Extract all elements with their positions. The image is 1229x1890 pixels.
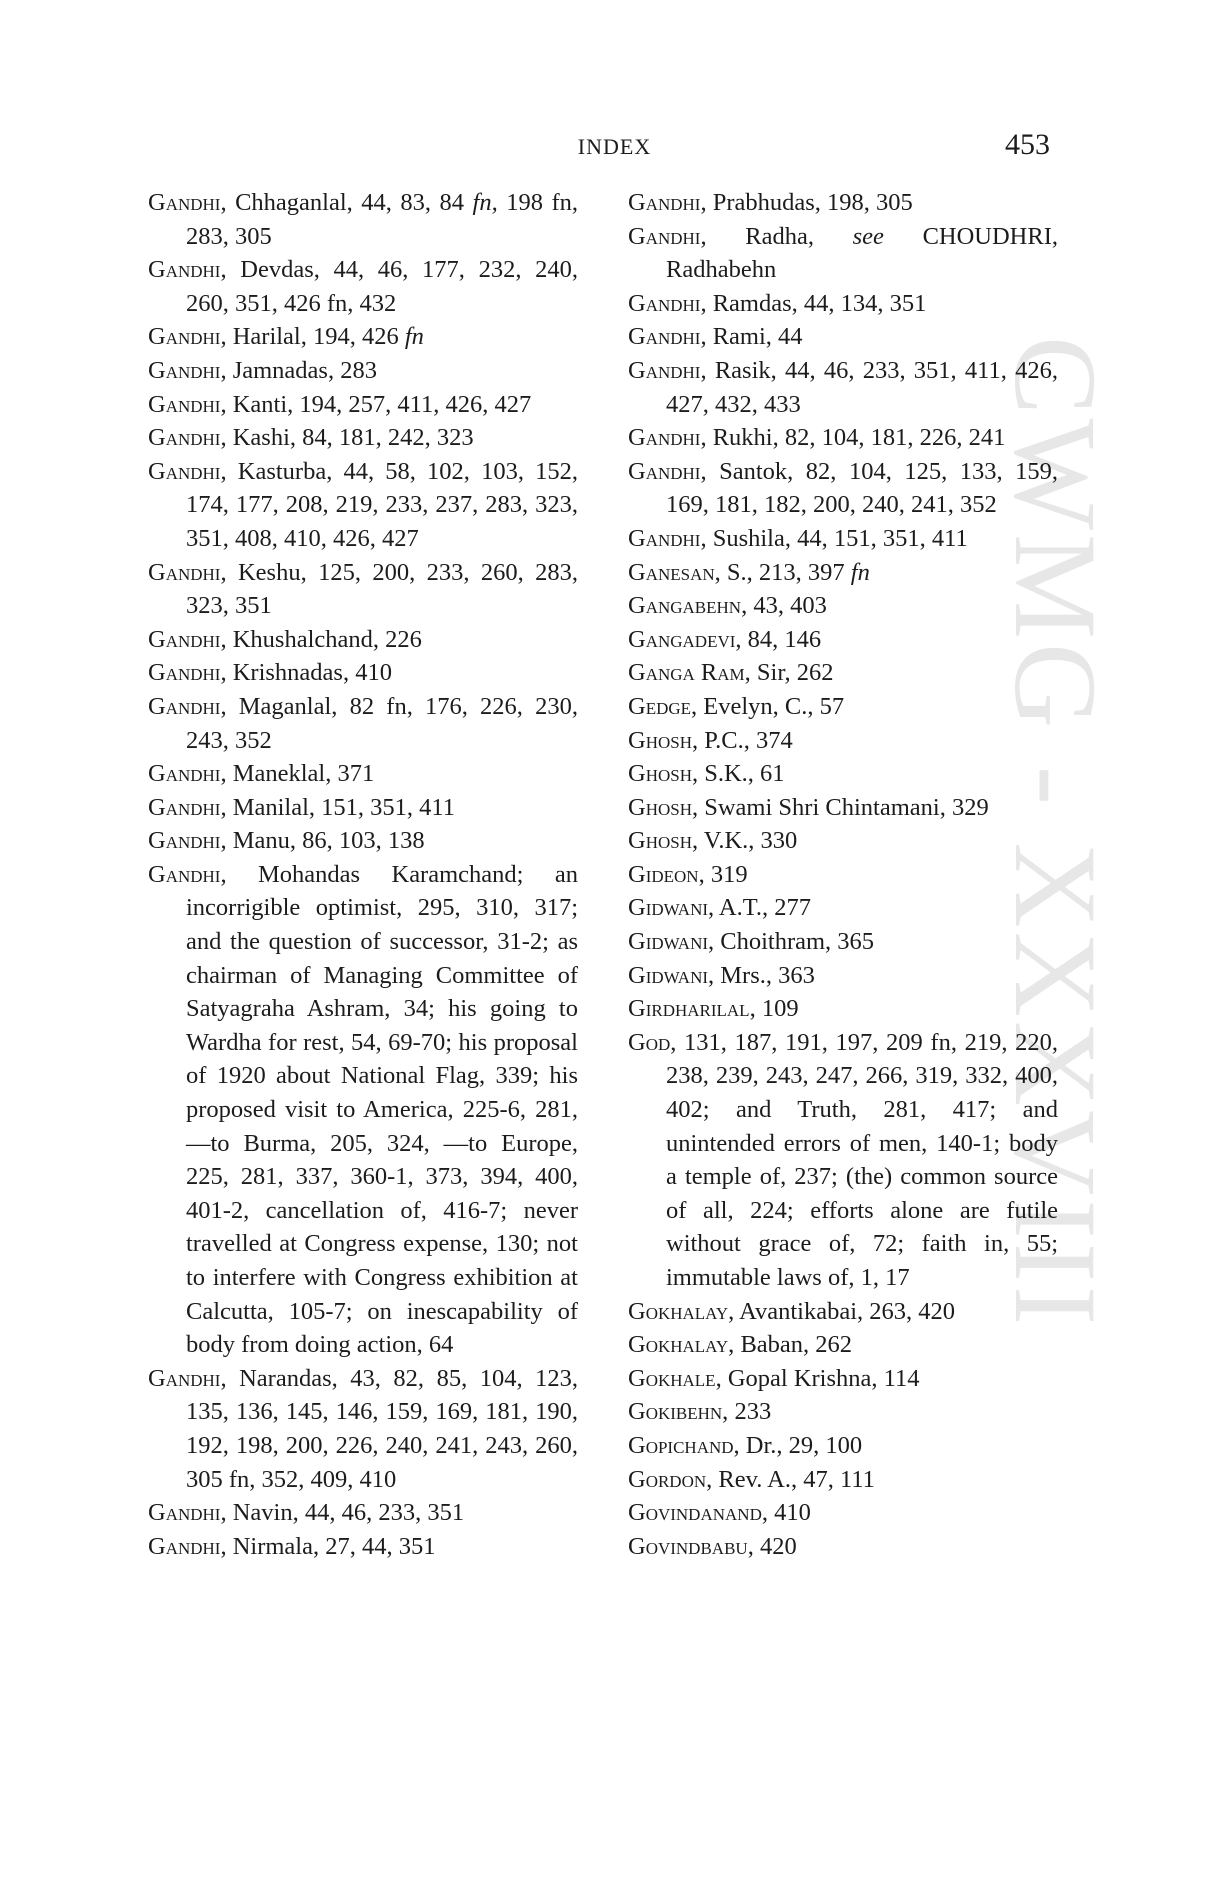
index-entry: [148, 421, 578, 455]
index-entry-text: 109: [755, 995, 799, 1023]
index-entry-text: Rev. A., 47, 111: [712, 1465, 875, 1493]
index-entry: [628, 1530, 1058, 1564]
index-entry-text: 410: [767, 1499, 811, 1527]
index-entry-text: Rasik, 44, 46, 233, 351, 411, 426, 427, 432, 433: [666, 356, 1058, 418]
watermark: CWMG - XXXVIII: [990, 336, 1121, 1330]
index-headword: Gopichand,: [628, 1431, 740, 1459]
index-entry-text: Baban, 262: [734, 1331, 853, 1359]
index-entry-text: Santok, 82, 104, 125, 133, 159, 169, 181, 182, 200, 240, 241, 352: [666, 457, 1058, 519]
index-entry: [628, 186, 1058, 220]
index-entry: [628, 1395, 1058, 1429]
index-entry-text: 131, 187, 191, 197, 209 fn, 219, 220, 238, 239, 243, 247, 266, 319, 332, 400, 402; and Truth, 281, 417; and unintended errors of men, 140-1; body a temple of, 237; (the) common source of all, 224; efforts alone are futile without grace of, 72; faith in, 55; immutable laws of, 1, 17: [666, 1028, 1058, 1291]
index-entry: [148, 320, 578, 354]
index-headword: Gandhi,: [628, 457, 707, 485]
index-entry: [628, 959, 1058, 993]
index-entry: [628, 556, 1058, 590]
index-headword: Gidwani,: [628, 928, 715, 956]
index-entry: [628, 1295, 1058, 1329]
index-headword: Gideon,: [628, 860, 705, 888]
index-headword: Gangadevi,: [628, 625, 742, 653]
index-entry-text: Nirmala, 27, 44, 351: [226, 1532, 436, 1560]
index-headword: Gokhale,: [628, 1364, 722, 1392]
index-entry: [148, 656, 578, 690]
index-headword: Gokhalay,: [628, 1297, 735, 1325]
index-headword: Girdharilal,: [628, 995, 756, 1023]
index-headword: Gandhi,: [628, 289, 707, 317]
index-headword: Gandhi,: [148, 457, 227, 485]
index-entry-text: Manu, 86, 103, 138: [226, 827, 425, 855]
index-entry: [628, 354, 1058, 421]
index-entry-text: 233: [728, 1398, 772, 1426]
index-entry: [148, 186, 578, 253]
index-entry-text: P.C., 374: [698, 726, 793, 754]
index-entry-text: Chhaganlal, 44, 83, 84: [226, 189, 473, 216]
index-entry: [148, 791, 578, 825]
index-headword: Gandhi,: [148, 692, 227, 720]
index-headword: Gandhi,: [148, 256, 227, 284]
index-headword: Gokibehn,: [628, 1398, 729, 1426]
index-entry-text: Swami Shri Chintamani, 329: [698, 793, 989, 821]
index-column-left: [148, 186, 578, 1563]
index-entry: [628, 220, 1058, 287]
index-entry-tail: CHOUDHRI, Radhabehn: [666, 222, 1059, 284]
running-head: INDEX: [577, 134, 652, 159]
index-entry: [628, 1496, 1058, 1530]
index-entry-text: Ramdas, 44, 134, 351: [706, 289, 927, 317]
index-entry: [148, 388, 578, 422]
index-entry: [148, 1496, 578, 1530]
index-entry-text: Prabhudas, 198, 305: [706, 189, 913, 216]
index-entry: [628, 1463, 1058, 1497]
index-entry-text: Harilal, 194, 426: [226, 323, 405, 351]
index-entry-tail: 198 fn, 283, 305: [186, 189, 578, 250]
index-headword: Gidwani,: [628, 961, 715, 989]
index-headword: Gandhi,: [148, 189, 227, 216]
index-headword: Ghosh,: [628, 827, 699, 855]
index-entry-text: Evelyn, C., 57: [697, 692, 845, 720]
index-entry-text: Dr., 29, 100: [739, 1431, 863, 1459]
index-headword: Govindbabu,: [628, 1532, 754, 1560]
index-entry-text: Sushila, 44, 151, 351, 411: [706, 524, 968, 552]
index-entry: [148, 858, 578, 1362]
index-entry: [628, 522, 1058, 556]
index-entry-text: Avantikabai, 263, 420: [734, 1297, 956, 1325]
index-entry: [628, 320, 1058, 354]
index-entry-text: Narandas, 43, 82, 85, 104, 123, 135, 136, 145, 146, 159, 169, 181, 190, 192, 198, 200, 226, 240, 241, 243, 260, 305 fn, 352, 409, 410: [186, 1364, 578, 1493]
index-headword: Gandhi,: [148, 356, 227, 384]
index-entry: [148, 690, 578, 757]
index-entry-text: Khushalchand, 226: [226, 625, 422, 653]
index-entry-text: Radha,: [706, 222, 853, 250]
index-headword: Gandhi,: [148, 558, 227, 586]
index-headword: Gangabehn,: [628, 592, 748, 620]
index-entry-text: Kasturba, 44, 58, 102, 103, 152, 174, 177, 208, 219, 233, 237, 283, 323, 351, 408, 410, 426, 427: [186, 457, 578, 552]
index-entry-text: Mrs., 363: [714, 961, 815, 989]
index-headword: Gidwani,: [628, 894, 715, 922]
index-entry-text: V.K., 330: [698, 827, 798, 855]
index-headword: Ganga Ram,: [628, 659, 751, 687]
index-headword: Gandhi,: [148, 760, 227, 788]
index-headword: Gandhi,: [148, 793, 227, 821]
index-headword: Gandhi,: [148, 625, 227, 653]
index-entry: [628, 589, 1058, 623]
index-entry-italic: see: [852, 222, 884, 250]
index-headword: Gandhi,: [628, 222, 707, 250]
index-headword: Gandhi,: [148, 1364, 227, 1392]
index-entry: [628, 690, 1058, 724]
index-entry-text: Kashi, 84, 181, 242, 323: [226, 424, 474, 452]
index-entry-italic: fn: [404, 323, 424, 351]
index-entry-text: 84, 146: [741, 625, 822, 653]
index-entry: [628, 724, 1058, 758]
index-entry-text: A.T., 277: [714, 894, 812, 922]
index-entry-text: Keshu, 125, 200, 233, 260, 283, 323, 351: [186, 558, 578, 620]
index-entry-text: Gopal Krishna, 114: [721, 1364, 920, 1392]
index-headword: Gandhi,: [148, 323, 227, 351]
index-headword: Ghosh,: [628, 793, 699, 821]
index-headword: Ganesan,: [628, 558, 721, 586]
index-entry: [628, 858, 1058, 892]
index-entry-text: S.K., 61: [698, 760, 785, 788]
index-entry: [628, 824, 1058, 858]
index-entry: [628, 287, 1058, 321]
index-entry-text: 420: [753, 1532, 797, 1560]
index-entry-text: Kanti, 194, 257, 411, 426, 427: [226, 390, 532, 418]
index-column-right: [628, 186, 1058, 1563]
index-entry-text: Krishnadas, 410: [226, 659, 392, 687]
index-entry-text: Maganlal, 82 fn, 176, 226, 230, 243, 352: [186, 692, 578, 754]
index-entry-text: Rukhi, 82, 104, 181, 226, 241: [706, 424, 1006, 452]
index-entry-text: Navin, 44, 46, 233, 351: [226, 1499, 465, 1527]
index-headword: Govindanand,: [628, 1499, 768, 1527]
index-entry: [628, 623, 1058, 657]
index-headword: Gandhi,: [148, 860, 227, 888]
index-entry: [628, 1362, 1058, 1396]
index-entry-text: Rami, 44: [706, 323, 803, 351]
index-headword: Gandhi,: [148, 659, 227, 687]
index-headword: Gandhi,: [148, 390, 227, 418]
index-entry: [148, 556, 578, 623]
index-entry: [148, 455, 578, 556]
index-entry-text: 319: [704, 860, 748, 888]
index-entry-text: Choithram, 365: [714, 928, 875, 956]
index-entry: [628, 1026, 1058, 1295]
index-entry-text: 43, 403: [747, 592, 827, 620]
index-entry-text: Sir, 262: [750, 659, 834, 687]
index-headword: God,: [628, 1028, 677, 1056]
index-headword: Gokhalay,: [628, 1331, 735, 1359]
index-entry: [148, 1362, 578, 1496]
index-entry-text: Manilal, 151, 351, 411: [226, 793, 456, 821]
index-headword: Gordon,: [628, 1465, 713, 1493]
index-entry: [628, 1429, 1058, 1463]
index-entry: [628, 757, 1058, 791]
index-headword: Gandhi,: [148, 424, 227, 452]
index-entry-text: Jamnadas, 283: [226, 356, 377, 384]
index-headword: Ghosh,: [628, 726, 699, 754]
index-entry-text: Mohandas Karamchand; an incorrigible optimist, 295, 310, 317; and the question of successor, 31-2; as chairman of Managing Committee of Satyagraha Ashram, 34; his going to Wardha for rest, 54, 69-70; his proposal of 1920 about National Flag, 339; his proposed visit to America, 225-6, 281, —to Burma, 205, 324, —to Europe, 225, 281, 337, 360-1, 373, 394, 400, 401-2, cancellation of, 416-7; never travelled at Congress expense, 130; not to interfere with Congress exhibition at Calcutta, 105-7; on inescapability of body from doing action, 64: [186, 860, 578, 1359]
index-entry: [628, 455, 1058, 522]
index-entry: [628, 421, 1058, 455]
index-headword: Gandhi,: [148, 1532, 227, 1560]
index-headword: Gandhi,: [628, 424, 707, 452]
index-headword: Gandhi,: [628, 189, 707, 216]
index-headword: Gandhi,: [628, 356, 707, 384]
index-entry: [148, 354, 578, 388]
page-number: 453: [1005, 128, 1050, 161]
index-entry: [148, 253, 578, 320]
index-entry-italic: fn,: [472, 189, 498, 216]
index-entry: [148, 623, 578, 657]
index-headword: Gandhi,: [148, 827, 227, 855]
index-entry: [628, 1328, 1058, 1362]
index-headword: Gedge,: [628, 692, 698, 720]
index-headword: Gandhi,: [628, 524, 707, 552]
index-headword: Gandhi,: [148, 1499, 227, 1527]
index-entry: [628, 925, 1058, 959]
index-entry: [148, 1530, 578, 1564]
index-entry: [628, 891, 1058, 925]
index-entry: [148, 824, 578, 858]
index-entry: [628, 992, 1058, 1026]
index-entry: [628, 656, 1058, 690]
index-entry-text: Devdas, 44, 46, 177, 232, 240, 260, 351, 426 fn, 432: [186, 256, 578, 317]
index-entry-text: Maneklal, 371: [226, 760, 375, 788]
index-entry: [628, 791, 1058, 825]
index-entry: [148, 757, 578, 791]
index-entry-text: S., 213, 397: [720, 558, 851, 586]
index-headword: Gandhi,: [628, 323, 707, 351]
index-entry-italic: fn: [850, 558, 870, 586]
index-headword: Ghosh,: [628, 760, 699, 788]
